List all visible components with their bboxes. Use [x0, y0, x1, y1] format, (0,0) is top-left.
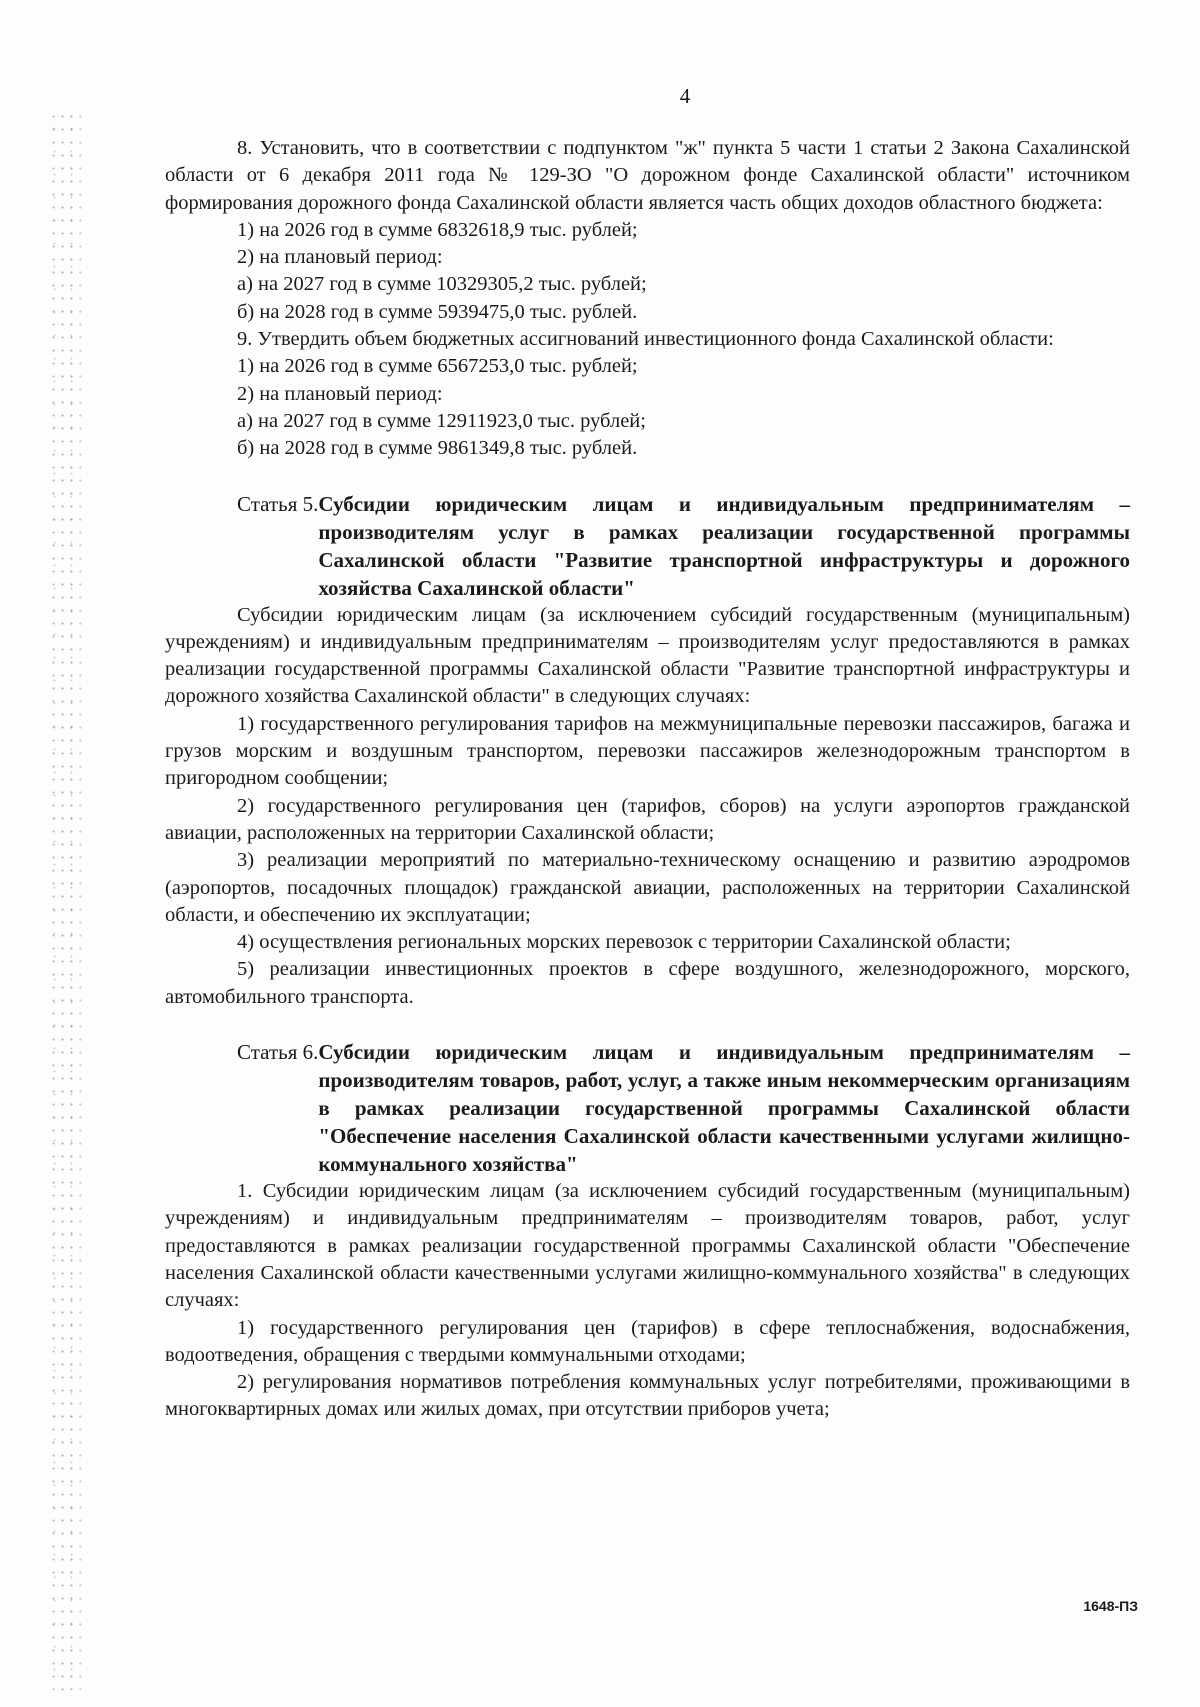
- article-6-label: Статья 6.: [237, 1040, 319, 1065]
- list-item: а) на 2027 год в сумме 12911923,0 тыс. рублей;: [237, 409, 646, 432]
- list-item: а) на 2027 год в сумме 10329305,2 тыс. рублей;: [237, 273, 647, 296]
- article-5-heading: [165, 490, 1130, 602]
- article-6-item: 1) государственного регулирования цен (тарифов) в сфере теплоснабжения, водоснабжения, водоотведения, обращения с твердыми коммунальными отходами;: [165, 1316, 1130, 1366]
- article-5-label: Статья 5.: [237, 491, 319, 516]
- list-item: б) на 2028 год в сумме 5939475,0 тыс. рублей.: [237, 300, 638, 323]
- list-item: 2) на плановый период:: [237, 246, 443, 269]
- scan-noise-edge: [0, 110, 120, 1690]
- list-item: 1) на 2026 год в сумме 6567253,0 тыс. рублей;: [237, 355, 638, 378]
- list-item: 2) на плановый период:: [237, 382, 443, 405]
- article-5-item: 4) осуществления региональных морских перевозок с территории Сахалинской области;: [237, 931, 1011, 954]
- article-6-heading: [165, 1038, 1130, 1178]
- article-6-paragraph: 1. Субсидии юридическим лицам (за исключением субсидий государственным (муниципальным) учреждениям) и индивидуальным предпринимателям – производителям товаров, работ, услуг предоставляются в рамках реализации государственной программы Сахалинской области "Обеспечение населения Сахалинской области качественными услугами жилищно-коммунального хозяйства" в следующих случаях:: [165, 1180, 1130, 1312]
- article-5-item: 5) реализации инвестиционных проектов в сфере воздушного, железнодорожного, морского, автомобильного транспорта.: [165, 958, 1130, 1008]
- page-number: 4: [679, 84, 691, 108]
- article-5-paragraph: Субсидии юридическим лицам (за исключением субсидий государственным (муниципальным) учреждениям) и индивидуальным предпринимателям – производителям услуг предоставляются в рамках реализации государственной программы Сахалинской области "Развитие транспортной инфраструктуры и дорожного хозяйства Сахалинской области" в следующих случаях:: [165, 603, 1130, 708]
- paragraph-8: 8. Установить, что в соответствии с подпунктом "ж" пункта 5 части 1 статьи 2 Закона Сахалинской области от 6 декабря 2011 года № 129-ЗО "О дорожном фонде Сахалинской области" источником формирования дорожного фонда Сахалинской области является часть общих доходов областного бюджета:: [165, 137, 1130, 214]
- article-5-item: 1) государственного регулирования тарифов на межмуниципальные перевозки пассажиров, багажа и грузов морским и воздушным транспортом, перевозки пассажиров железнодорожным транспортом в пригородном сообщении;: [165, 712, 1130, 790]
- article-6-item: 2) регулирования нормативов потребления коммунальных услуг потребителями, проживающими в многоквартирных домах или жилых домах, при отсутствии приборов учета;: [165, 1371, 1130, 1421]
- article-5-item: 3) реализации мероприятий по материально-техническому оснащению и развитию аэродромов (аэропортов, посадочных площадок) гражданской авиации, расположенных на территории Сахалинской области, и обеспечению их эксплуатации;: [165, 849, 1130, 926]
- article-6-title: Субсидии юридическим лицам и индивидуальным предпринимателям – производителям товаров, работ, услуг, а также иным некоммерческим организациям в рамках реализации государственной программы Сахалинской области "Обеспечение населения Сахалинской области качественными услугами жилищно-коммунального хозяйства": [318, 1040, 1130, 1177]
- list-item: 1) на 2026 год в сумме 6832618,9 тыс. рублей;: [237, 218, 638, 241]
- paragraph-9: 9. Утвердить объем бюджетных ассигнований инвестиционного фонда Сахалинской области:: [237, 328, 1054, 351]
- article-5-item: 2) государственного регулирования цен (тарифов, сборов) на услуги аэропортов гражданской авиации, расположенных на территории Сахалинской области;: [165, 794, 1130, 844]
- document-body: [165, 135, 1130, 1424]
- document-code: 1648-ПЗ: [1083, 1598, 1138, 1614]
- article-5-title: Субсидии юридическим лицам и индивидуальным предпринимателям – производителям услуг в рамках реализации государственной программы Сахалинской области "Развитие транспортной инфраструктуры и дорожного хозяйства Сахалинской области": [318, 491, 1130, 600]
- list-item: б) на 2028 год в сумме 9861349,8 тыс. рублей.: [237, 437, 638, 460]
